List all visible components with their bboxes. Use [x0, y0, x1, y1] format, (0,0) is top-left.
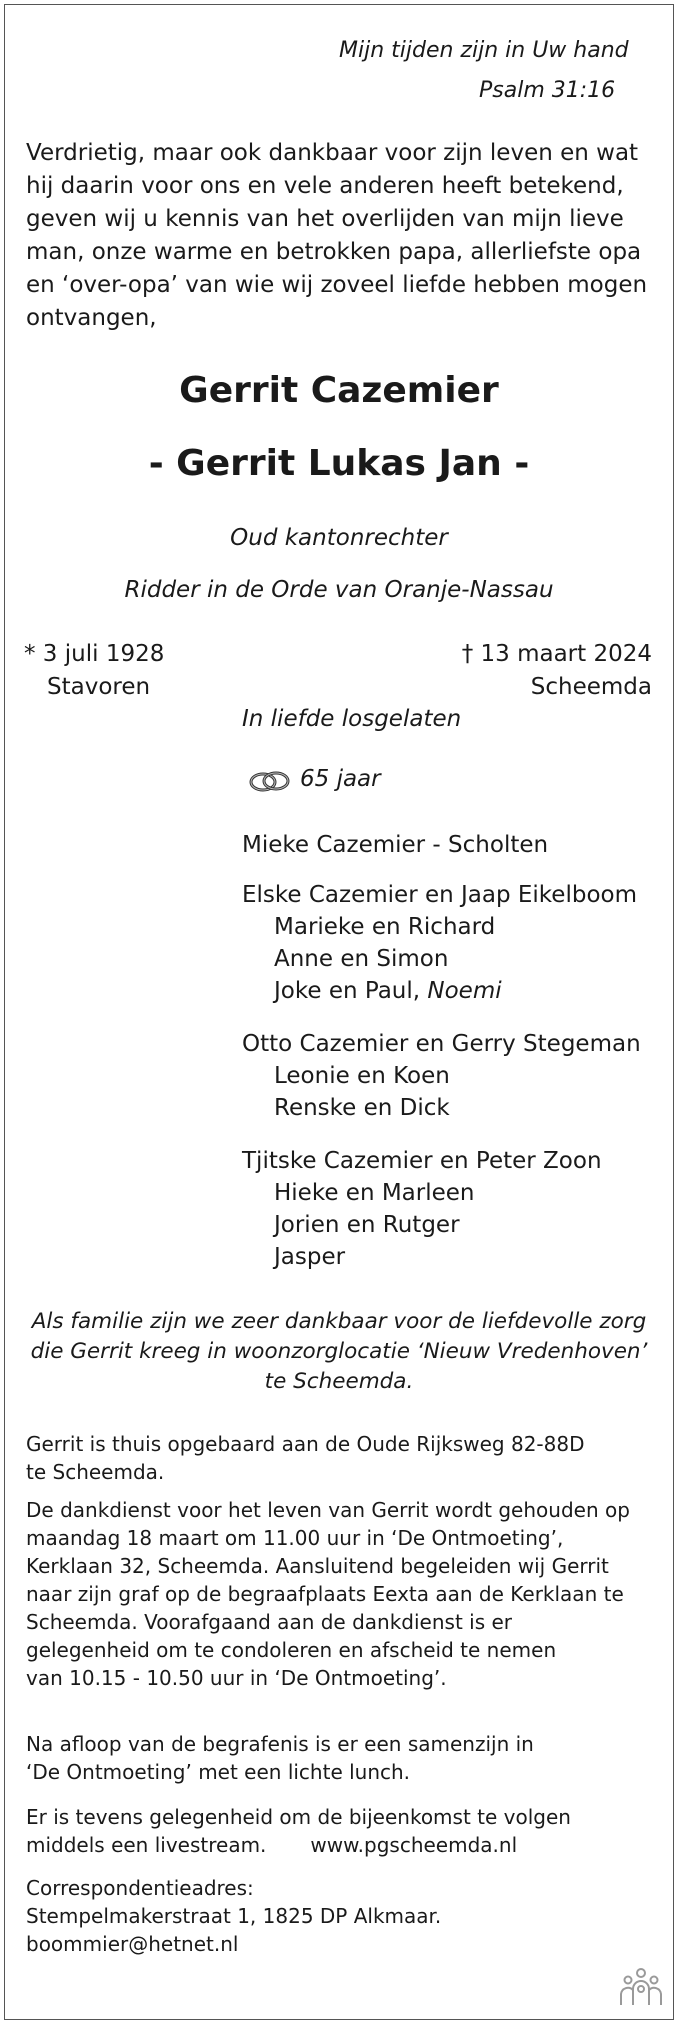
family-member: Leonie en Koen: [274, 1063, 450, 1089]
info-line: Na afloop van de begrafenis is er een samenzijn in: [26, 1732, 534, 1756]
info-line: maandag 18 maart om 11.00 uur in ‘De Ontmoeting’,: [26, 1526, 564, 1550]
info-line: te Scheemda.: [26, 1460, 165, 1484]
family-member: Marieke en Richard: [274, 914, 496, 940]
deceased-honour: Ridder in de Orde van Oranje-Nassau: [124, 577, 554, 603]
info-line: Scheemda. Voorafgaand aan de dankdienst is er: [26, 1610, 513, 1634]
family-head: Elske Cazemier en Jaap Eikelboom: [242, 882, 637, 908]
info-line: van 10.15 - 10.50 uur in ‘De Ontmoeting’.: [26, 1666, 447, 1690]
info-line: naar zijn graf op de begraafplaats Eexta aan de Kerklaan te: [26, 1582, 624, 1606]
intro-paragraph: [26, 137, 647, 335]
intro-line: ontvangen,: [26, 305, 157, 331]
intro-line: hij daarin voor ons en vele anderen heeft betekend,: [26, 173, 624, 199]
family-head: Otto Cazemier en Gerry Stegeman: [242, 1031, 641, 1057]
info-line: Gerrit is thuis opgebaard aan de Oude Rijksweg 82-88D: [26, 1432, 585, 1456]
info-line: ‘De Ontmoeting’ met een lichte lunch.: [26, 1760, 411, 1784]
family-member: Joke en Paul,: [274, 978, 421, 1004]
family-group: [242, 879, 637, 1007]
after-funeral-text: [26, 1730, 534, 1786]
info-line: gelegenheid om te condoleren en afscheid te nemen: [26, 1638, 557, 1662]
family-group: [242, 1145, 602, 1273]
info-line: middels een livestream.: [26, 1833, 267, 1857]
thanks-line: te Scheemda.: [264, 1369, 414, 1394]
family-member: Jasper: [274, 1244, 346, 1270]
deceased-title: Oud kantonrechter: [230, 525, 448, 551]
deceased-full-name: - Gerrit Lukas Jan -: [148, 443, 530, 484]
intro-line: en ‘over-opa’ van wie wij zoveel liefde hebben mogen: [26, 272, 648, 298]
birth-place: Stavoren: [47, 674, 151, 700]
thanks-line: Als familie zijn we zeer dankbaar voor de liefdevolle zorg: [31, 1309, 647, 1334]
death-date: † 13 maart 2024: [461, 641, 652, 667]
family-group: [242, 1028, 641, 1124]
intro-line: geven wij u kennis van het overlijden van mijn lieve: [26, 206, 624, 232]
family-head: Tjitske Cazemier en Peter Zoon: [242, 1148, 602, 1174]
spouse-name: Mieke Cazemier - Scholten: [242, 832, 549, 858]
people-group-icon: [618, 1967, 664, 2007]
deceased-name: Gerrit Cazemier: [179, 370, 499, 411]
info-line: Correspondentieadres:: [26, 1876, 254, 1900]
thanks-line: die Gerrit kreeg in woonzorglocatie ‘Nieuw Vredenhoven’: [30, 1339, 648, 1364]
marriage-years: 65 jaar: [300, 766, 381, 792]
family-member: Anne en Simon: [274, 946, 449, 972]
info-line: Stempelmakerstraat 1, 1825 DP Alkmaar.: [26, 1904, 442, 1928]
info-line: Er is tevens gelegenheid om de bijeenkomst te volgen: [26, 1805, 571, 1829]
livestream-text: [26, 1803, 571, 1859]
lying-in-state-text: [26, 1430, 585, 1486]
info-line: Kerklaan 32, Scheemda. Aansluitend begeleiden wij Gerrit: [26, 1554, 609, 1578]
family-member: Renske en Dick: [274, 1095, 450, 1121]
correspondence-address: [26, 1874, 441, 1958]
intro-line: Verdrietig, maar ook dankbaar voor zijn leven en wat: [26, 140, 639, 166]
released-text: In liefde losgelaten: [242, 706, 462, 732]
wedding-rings-icon: [248, 769, 292, 793]
service-text: [26, 1496, 630, 1692]
motto-reference: Psalm 31:16: [479, 78, 616, 103]
family-member: Jorien en Rutger: [274, 1212, 460, 1238]
death-place: Scheemda: [530, 674, 652, 700]
family-member: Hieke en Marleen: [274, 1180, 475, 1206]
intro-line: man, onze warme en betrokken papa, allerliefste opa: [26, 239, 642, 265]
motto-line: Mijn tijden zijn in Uw hand: [339, 38, 629, 63]
info-line: De dankdienst voor het leven van Gerrit wordt gehouden op: [26, 1498, 630, 1522]
birth-date: * 3 juli 1928: [24, 641, 165, 667]
livestream-link[interactable]: www.pgscheemda.nl: [310, 1833, 518, 1857]
thanks-paragraph: [0, 1307, 678, 1397]
family-member-extra: Noemi: [427, 978, 502, 1004]
email-link[interactable]: boommier@hetnet.nl: [26, 1932, 239, 1956]
